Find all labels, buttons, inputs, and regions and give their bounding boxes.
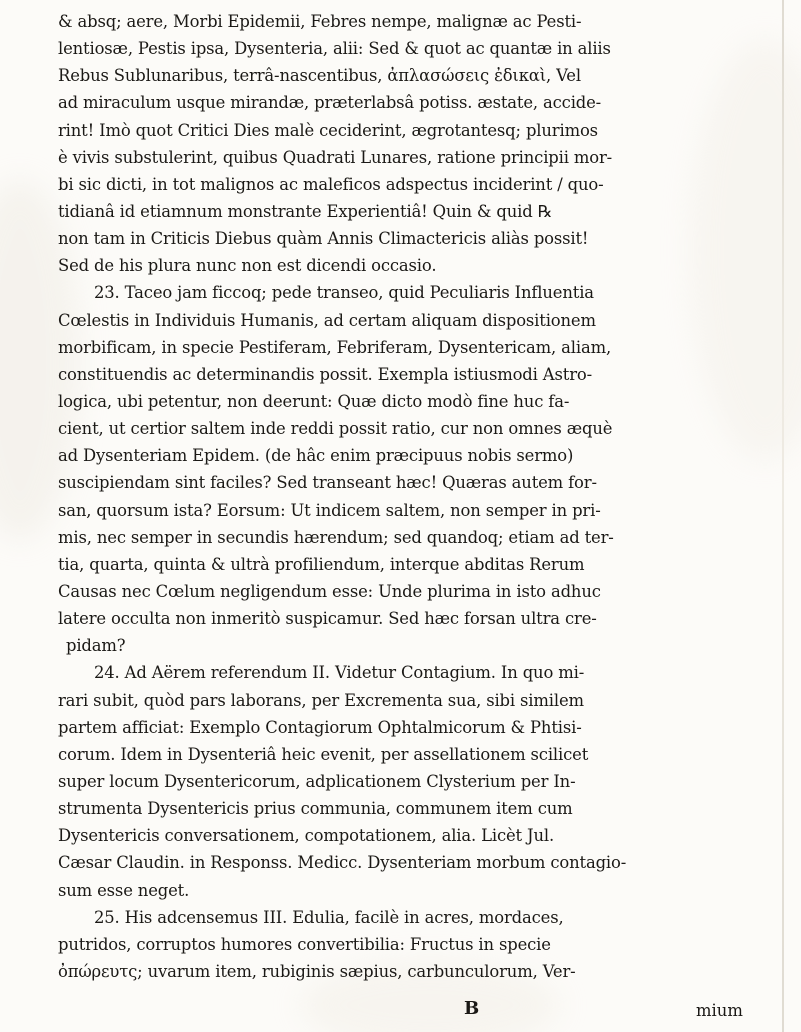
text-line: partem afficiat: Exemplo Contagiorum Ophtalmicorum & Phtisi-	[58, 717, 582, 737]
text-line: Cœlestis in Individuis Humanis, ad certam aliquam dispositionem	[58, 310, 596, 330]
text-line: tia, quarta, quinta & ultrà profiliendum, interque abditas Rerum	[58, 554, 585, 574]
text-line: pidam?	[66, 636, 126, 656]
signature-mark: B	[464, 998, 480, 1019]
page-gutter	[782, 0, 784, 1032]
text-line: & absq; aere, Morbi Epidemii, Febres nempe, malignæ ac Pesti-	[58, 12, 582, 31]
text-line: Causas nec Cœlum negligendum esse: Unde plurima in isto adhuc	[58, 581, 601, 601]
text-line: strumenta Dysentericis prius communia, communem item cum	[58, 799, 573, 819]
catchword: mium	[696, 1001, 743, 1020]
text-line: bi sic dicti, in tot malignos ac maleficos adspectus inciderint / quo-	[58, 174, 604, 194]
text-line: non tam in Criticis Diebus quàm Annis Climactericis aliàs possit!	[58, 229, 589, 249]
text-line: morbificam, in specie Pestiferam, Febriferam, Dysentericam, aliam,	[58, 337, 612, 357]
paragraph-25-start: 25. His adcensemus III. Edulia, facilè in acres, mordaces,	[94, 907, 564, 927]
text-line: ὀπώρευτς; uvarum item, rubiginis sæpius, carbunculorum, Ver-	[58, 961, 576, 981]
text-line: Dysentericis conversationem, compotationem, alia. Licèt Jul.	[58, 826, 555, 846]
text-line: ad Dysenteriam Epidem. (de hâc enim præcipuus nobis sermo)	[58, 446, 574, 466]
text-line: Sed de his plura nunc non est dicendi occasio.	[58, 256, 437, 276]
text-line: corum. Idem in Dysenteriâ heic evenit, per assellationem scilicet	[58, 744, 589, 764]
paragraph-23-start: 23. Taceo jam ficcoq; pede transeo, quid Peculiaris Influentia	[94, 283, 594, 303]
text-line: lentiosæ, Pestis ipsa, Dysenteria, alii: Sed & quot ac quantæ in aliis	[58, 39, 611, 59]
text-line: mis, nec semper in secundis hærendum; sed quandoq; etiam ad ter-	[58, 527, 614, 547]
text-line: rari subit, quòd pars laborans, per Excrementa sua, sibi similem	[58, 690, 584, 710]
text-line: tidianâ id etiamnum monstrante Experientiâ! Quin & quid ℞	[58, 201, 553, 221]
text-line: suscipiendam sint faciles? Sed transeant hæc! Quæras autem for-	[58, 473, 597, 493]
text-line: putridos, corruptos humores convertibilia: Fructus in specie	[58, 934, 551, 954]
body-text	[58, 8, 758, 985]
text-line: logica, ubi petentur, non deerunt: Quæ dicto modò fine huc fa-	[58, 391, 570, 411]
text-line: san, quorsum ista? Eorsum: Ut indicem saltem, non semper in pri-	[58, 500, 601, 520]
text-line: sum esse neget.	[58, 880, 190, 900]
text-line: Cæsar Claudin. in Responss. Medicc. Dysenteriam morbum contagio-	[58, 853, 627, 873]
text-line: rint! Imò quot Critici Dies malè ceciderint, ægrotantesq; plurimos	[58, 120, 598, 140]
text-line: Rebus Sublunaribus, terrâ-nascentibus, ἀπλασώσεις ἐδικαὶ, Vel	[58, 66, 581, 86]
text-line: è vivis substulerint, quibus Quadrati Lunares, ratione principii mor-	[58, 147, 613, 167]
text-line: constituendis ac determinandis possit. Exempla istiusmodi Astro-	[58, 364, 592, 384]
paragraph-24-start: 24. Ad Aërem referendum II. Videtur Contagium. In quo mi-	[94, 663, 585, 683]
text-line: ad miraculum usque mirandæ, præterlabsâ potiss. æstate, accide-	[58, 93, 602, 113]
text-line: super locum Dysentericorum, adplicationem Clysterium per In-	[58, 771, 576, 791]
text-line: latere occulta non inmeritò suspicamur. Sed hæc forsan ultra cre-	[58, 609, 597, 629]
text-line: cient, ut certior saltem inde reddi possit ratio, cur non omnes æquè	[58, 419, 613, 439]
